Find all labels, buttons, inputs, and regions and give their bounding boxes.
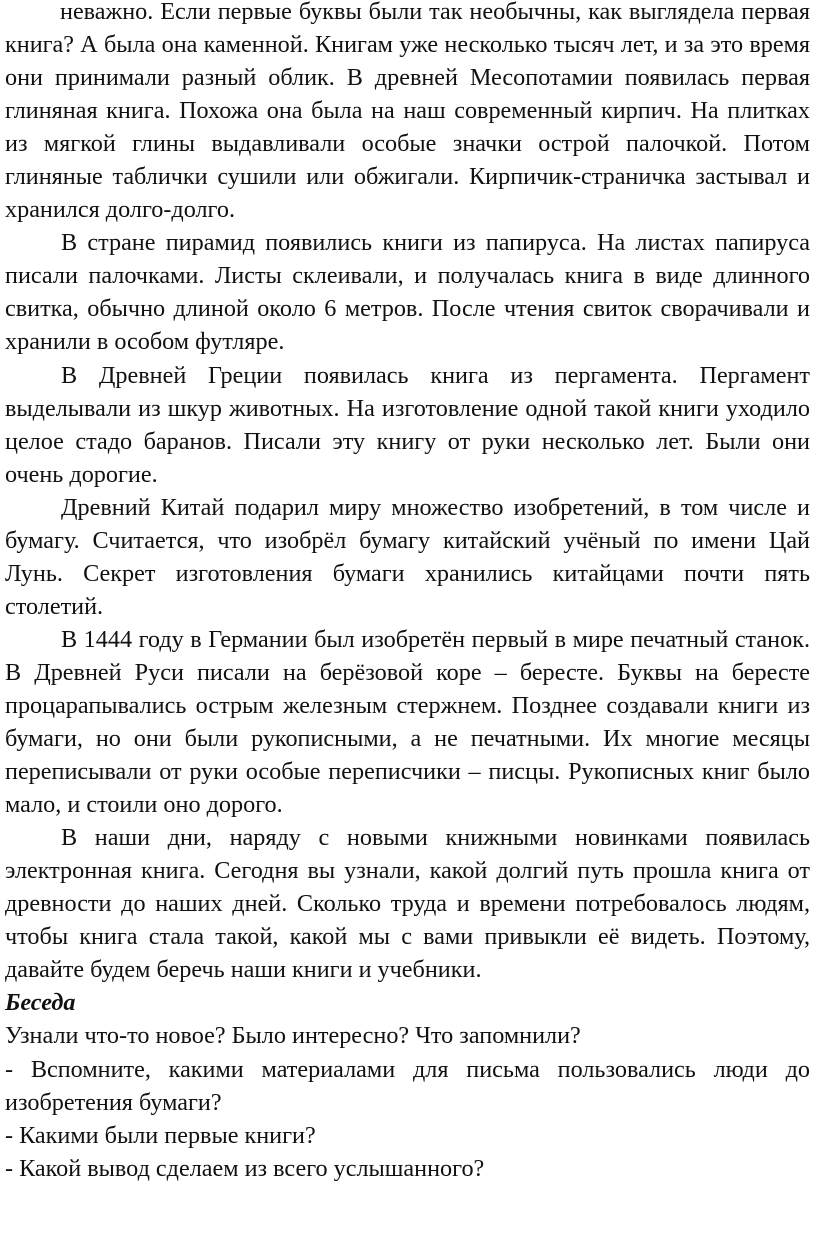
question-conclusion: - Какой вывод сделаем из всего услышанного? bbox=[5, 1154, 485, 1182]
paragraph-papyrus-books: В стране пирамид появились книги из папируса. На листах папируса писали палочками. Листы склеивали, и получалась книга в виде длинного свитка, обычно длиной около 6 метров. После чтения свиток сворачивали и хранили в особом футляре. bbox=[5, 229, 810, 356]
paragraph-printing-press: В 1444 году в Германии был изобретён первый в мире печатный станок. В Древней Руси писали на берёзовой коре – бересте. Буквы на бересте процарапывались острым железным стержнем. Позднее создавали книги из бумаги, но они были рукописными, а не печатными. Их многие месяцы переписывали от руки особые переписчики – писцы. Рукописных книг было мало, и стоили оно дорого. bbox=[5, 625, 810, 819]
question-first-books: - Какими были первые книги? bbox=[5, 1121, 316, 1149]
paragraph-paper-invention: Древний Китай подарил миру множество изобретений, в том числе и бумагу. Считается, что изобрёл бумагу китайский учёный по имени Цай Лунь. Секрет изготовления бумаги хранились китайцами почти пять столетий. bbox=[5, 493, 810, 620]
paragraph-parchment-books: В Древней Греции появилась книга из пергамента. Пергамент выделывали из шкур животных. На изготовление одной такой книги уходило целое стадо баранов. Писали эту книгу от руки несколько лет. Были они очень дорогие. bbox=[5, 361, 810, 488]
section-heading: Беседа bbox=[5, 989, 76, 1017]
question-materials: - Вспомните, какими материалами для письма пользовались люди до изобретения бумаги? bbox=[5, 1055, 810, 1116]
question-intro: Узнали что-то новое? Было интересно? Что запомнили? bbox=[5, 1022, 581, 1050]
paragraph-modern-books: В наши дни, наряду с новыми книжными новинками появилась электронная книга. Сегодня вы узнали, какой долгий путь прошла книга от древности до наших дней. Сколько труда и времени потребовалось людям, чтобы книга стала такой, какой мы с вами привыкли её видеть. Поэтому, давайте будем беречь наши книги и учебники. bbox=[5, 824, 810, 984]
paragraph-clay-books: неважно. Если первые буквы были так необычны, как выглядела первая книга? А была она каменной. Книгам уже несколько тысяч лет, и за это время они принимали разный облик. В древней Месопотамии появилась первая глиняная книга. Похожа она была на наш современный кирпич. На плитках из мягкой глины выдавливали особые значки острой палочкой. Потом глиняные таблички сушили или обжигали. Кирпичик-страничка застывал и хранился долго-долго. bbox=[5, 0, 810, 224]
